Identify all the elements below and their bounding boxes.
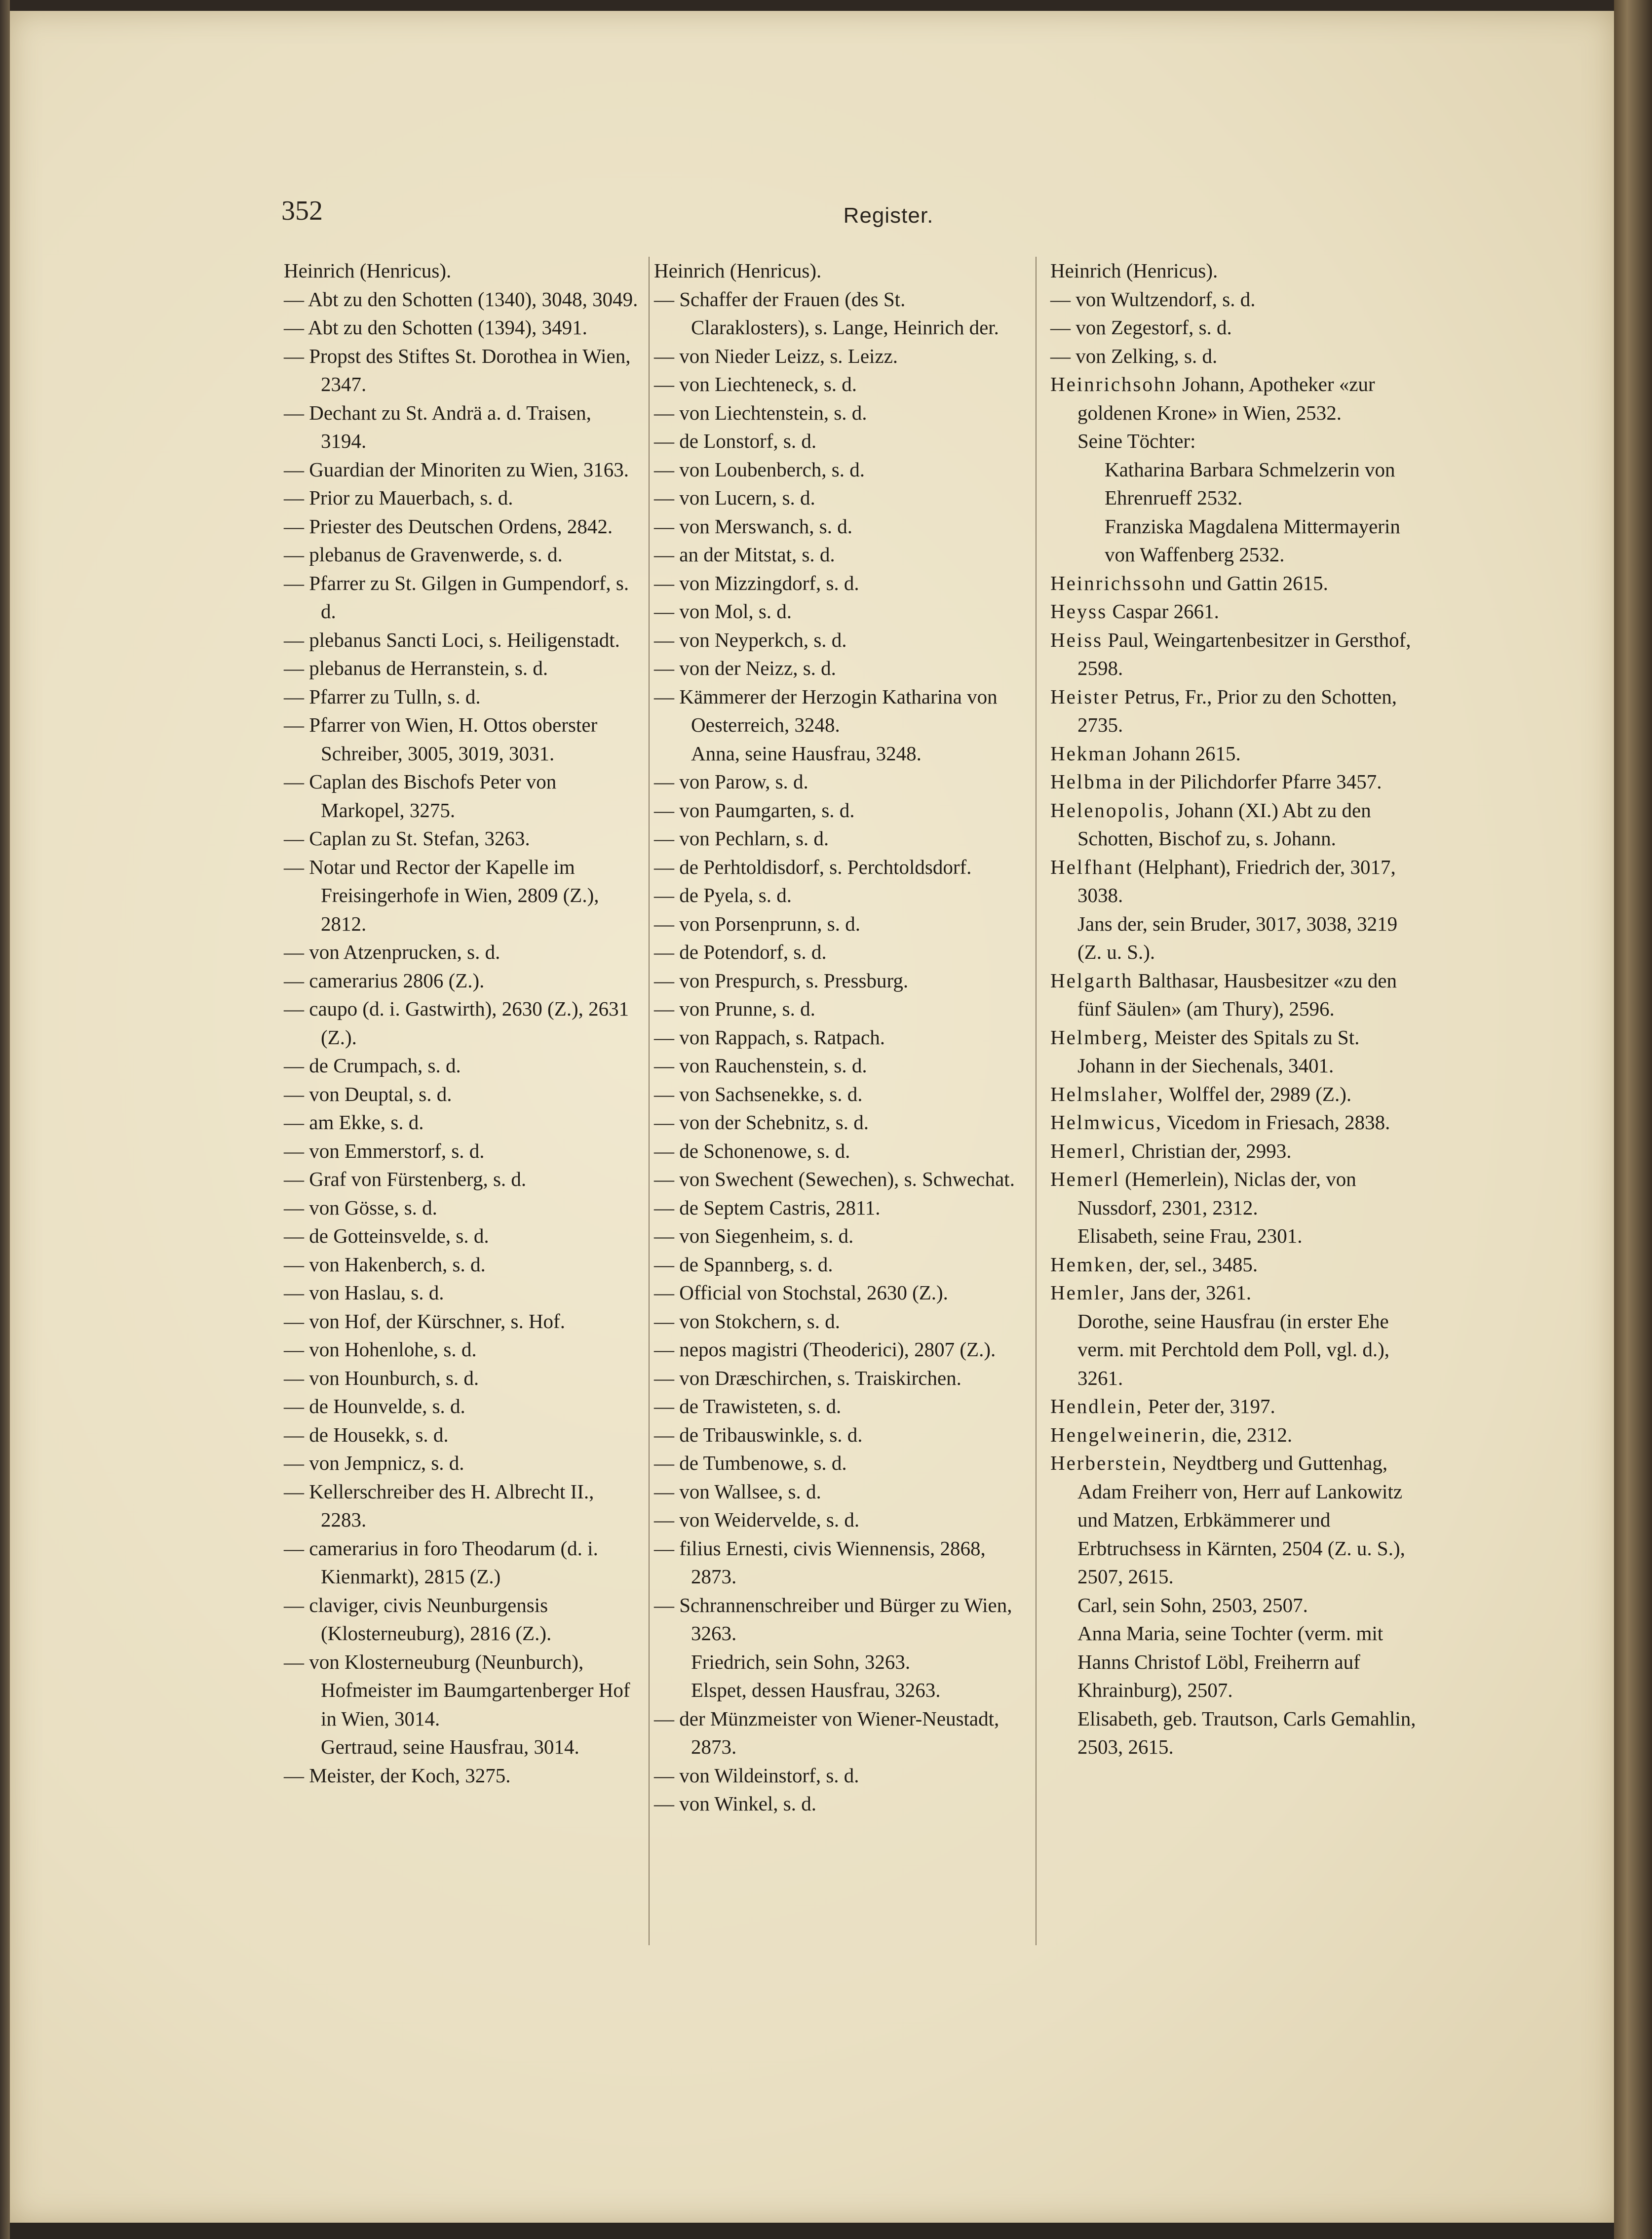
index-entry (1050, 1705, 1417, 1762)
index-entry (1050, 1421, 1417, 1450)
entry-headword: Hemerl, (1050, 1139, 1127, 1162)
entry-text: Christian der, 2993. (1126, 1139, 1292, 1162)
index-entry (1050, 370, 1417, 427)
entry-text: — von Winkel, s. d. (654, 1792, 817, 1815)
index-entry (284, 1421, 642, 1450)
entry-text: — Official von Stochstal, 2630 (Z.). (654, 1281, 948, 1304)
index-entry (284, 1762, 642, 1790)
entry-text: — nepos magistri (Theoderici), 2807 (Z.). (654, 1338, 996, 1361)
entry-text: — Meister, der Koch, 3275. (284, 1764, 511, 1787)
entry-text: — von Mizzingdorf, s. d. (654, 571, 859, 594)
index-entry (284, 1392, 642, 1421)
entry-text: — plebanus de Gravenwerde, s. d. (284, 543, 563, 566)
index-entry (1050, 796, 1417, 853)
entry-text: Franziska Magdalena Mittermayerin von Waffenberg 2532. (1105, 514, 1400, 566)
entry-text: — de Housekk, s. d. (284, 1423, 449, 1446)
index-entry (654, 484, 1025, 512)
entry-text: — von Loubenberch, s. d. (654, 458, 865, 481)
index-entry (654, 1336, 1025, 1364)
index-entry (284, 825, 642, 853)
entry-text: (Hemerlein), Niclas der, von Nussdorf, 2301, 2312. (1077, 1168, 1356, 1219)
index-entry (284, 399, 642, 456)
index-entry (1050, 910, 1417, 967)
entry-text: — Kämmerer der Herzogin Katharina von Oesterreich, 3248. (654, 685, 998, 736)
entry-text: — de Pyela, s. d. (654, 884, 792, 906)
entry-text: — von Neyperkch, s. d. (654, 628, 847, 651)
entry-text: — von Merswanch, s. d. (654, 514, 852, 538)
index-entry (654, 1307, 1025, 1336)
entry-text: Balthasar, Hausbesitzer «zu den fünf Säulen» (am Thury), 2596. (1077, 969, 1397, 1020)
entry-text: Petrus, Fr., Prior zu den Schotten, 2735. (1077, 685, 1397, 736)
index-entry (1050, 967, 1417, 1023)
entry-text: — Kellerschreiber des H. Albrecht II., 2283. (284, 1480, 594, 1531)
entry-text: — Prior zu Mauerbach, s. d. (284, 486, 513, 509)
entry-text: — Guardian der Minoriten zu Wien, 3163. (284, 458, 629, 481)
entry-headword: Hendlein, (1050, 1395, 1143, 1417)
entry-text: — von Liechteneck, s. d. (654, 373, 857, 395)
index-entry (284, 1052, 642, 1080)
entry-text: — von Zegestorf, s. d. (1050, 316, 1232, 339)
entry-text: — von Klosterneuburg (Neunburch), Hofmeister im Baumgartenberger Hof in Wien, 3014. (284, 1650, 630, 1730)
index-entry (1050, 1449, 1417, 1591)
index-entry (654, 1790, 1025, 1818)
entry-text: in der Pilichdorfer Pfarre 3457. (1123, 770, 1382, 793)
entry-text: — von Nieder Leizz, s. Leizz. (654, 344, 898, 367)
entry-text: Elspet, dessen Hausfrau, 3263. (691, 1679, 941, 1701)
entry-text: Peter der, 3197. (1143, 1395, 1275, 1417)
index-entry (654, 881, 1025, 910)
index-entry (1050, 1080, 1417, 1109)
entry-headword: Heinrichssohn (1050, 571, 1187, 594)
entry-text: — Priester des Deutschen Ordens, 2842. (284, 514, 613, 538)
entry-text: — Graf von Fürstenberg, s. d. (284, 1168, 527, 1190)
index-entry (284, 314, 642, 342)
index-entry (1050, 1222, 1417, 1251)
index-entry (1050, 512, 1417, 569)
index-entry (284, 626, 642, 655)
index-entry (284, 1534, 642, 1591)
page-number: 352 (281, 196, 323, 226)
index-entry (284, 257, 642, 285)
index-entry (654, 1108, 1025, 1137)
entry-text: Paul, Weingartenbesitzer in Gersthof, 2598. (1077, 628, 1411, 679)
index-entry (284, 1080, 642, 1109)
index-entry (284, 456, 642, 484)
index-entry (1050, 683, 1417, 740)
entry-text: — camerarius 2806 (Z.). (284, 969, 485, 992)
index-entry (1050, 1137, 1417, 1166)
book-binding (1614, 0, 1652, 2239)
entry-text: Carl, sein Sohn, 2503, 2507. (1077, 1593, 1308, 1616)
index-entry (1050, 569, 1417, 598)
index-entry (654, 1421, 1025, 1450)
index-entry (654, 512, 1025, 541)
index-entry (654, 654, 1025, 683)
index-entry (1050, 314, 1417, 342)
index-entry (654, 569, 1025, 598)
index-entry (284, 938, 642, 967)
entry-text: Seine Töchter: (1077, 430, 1196, 452)
index-entry (654, 342, 1025, 371)
index-entry (654, 1648, 1025, 1677)
entry-text: — camerarius in foro Theodarum (d. i. Kienmarkt), 2815 (Z.) (284, 1536, 598, 1588)
entry-text: — von Parow, s. d. (654, 770, 808, 793)
index-entry (1050, 456, 1417, 512)
entry-text: — von Paumgarten, s. d. (654, 798, 855, 822)
index-entry (1050, 427, 1417, 456)
entry-text: — de Hounvelde, s. d. (284, 1395, 465, 1417)
entry-text: — von Hakenberch, s. d. (284, 1253, 486, 1276)
entry-text: Friedrich, sein Sohn, 3263. (691, 1650, 911, 1673)
entry-text: Jans der, 3261. (1125, 1281, 1252, 1304)
index-entry (654, 1165, 1025, 1194)
index-entry (654, 1080, 1025, 1109)
index-entry (284, 285, 642, 314)
column-rule-2 (1036, 257, 1037, 1945)
entry-text: — von Prunne, s. d. (654, 997, 815, 1020)
index-entry (284, 1478, 642, 1534)
entry-text: — von Wallsee, s. d. (654, 1480, 821, 1503)
index-entry (654, 825, 1025, 853)
index-entry (1050, 285, 1417, 314)
entry-text: Vicedom in Friesach, 2838. (1162, 1111, 1390, 1134)
entry-headword: Hemerl (1050, 1168, 1120, 1190)
index-entry (1050, 1591, 1417, 1620)
entry-text: — von Dræschirchen, s. Traiskirchen. (654, 1366, 961, 1389)
entry-text: — Pfarrer zu St. Gilgen in Gumpendorf, s. d. (284, 571, 629, 623)
entry-headword: Hemken, (1050, 1253, 1135, 1276)
index-entry (284, 1222, 642, 1251)
index-entry (284, 1307, 642, 1336)
entry-text: — Pfarrer zu Tulln, s. d. (284, 685, 481, 708)
entry-text: (Helphant), Friedrich der, 3017, 3038. (1077, 855, 1396, 906)
entry-text: — de Lonstorf, s. d. (654, 430, 817, 452)
index-entry (654, 257, 1025, 285)
index-column-3 (1050, 257, 1417, 1762)
entry-text: — Propst des Stiftes St. Dorothea in Wien, 2347. (284, 344, 631, 395)
index-entry (654, 1052, 1025, 1080)
index-entry (654, 938, 1025, 967)
entry-text: — von Hof, der Kürschner, s. Hof. (284, 1309, 565, 1333)
entry-text: Johann 2615. (1127, 742, 1241, 765)
entry-text: Anna, seine Hausfrau, 3248. (691, 742, 922, 765)
entry-text: Heinrich (Henricus). (654, 259, 822, 282)
entry-text: — von Hohenlohe, s. d. (284, 1338, 477, 1361)
index-entry (654, 626, 1025, 655)
entry-headword: Hekman (1050, 742, 1128, 765)
index-entry (284, 1591, 642, 1648)
index-entry (1050, 597, 1417, 626)
index-entry (654, 541, 1025, 569)
entry-headword: Helmwicus, (1050, 1111, 1162, 1134)
entry-text: — de Tribauswinkle, s. d. (654, 1423, 863, 1446)
entry-text: — von Zelking, s. d. (1050, 344, 1218, 367)
index-entry (284, 1251, 642, 1279)
index-entry (1050, 257, 1417, 285)
entry-text: — von Mol, s. d. (654, 600, 792, 623)
entry-text: — von Sachsenekke, s. d. (654, 1082, 863, 1105)
entry-text: und Gattin 2615. (1186, 571, 1328, 594)
entry-text: — der Münzmeister von Wiener-Neustadt, 2873. (654, 1707, 999, 1758)
entry-text: — filius Ernesti, civis Wiennensis, 2868, 2873. (654, 1536, 986, 1588)
entry-text: Katharina Barbara Schmelzerin von Ehrenrueff 2532. (1105, 458, 1395, 509)
entry-text: — von Wildeinstorf, s. d. (654, 1764, 859, 1787)
entry-text: — Notar und Rector der Kapelle im Freisingerhofe in Wien, 2809 (Z.), 2812. (284, 855, 599, 935)
entry-headword: Helgarth (1050, 969, 1133, 992)
index-entry (654, 1279, 1025, 1307)
entry-headword: Hengelweinerin, (1050, 1423, 1207, 1446)
entry-text: — plebanus Sancti Loci, s. Heiligenstadt. (284, 628, 620, 651)
index-entry (654, 740, 1025, 768)
entry-text: — von der Neizz, s. d. (654, 657, 836, 679)
index-entry (1050, 626, 1417, 683)
entry-headword: Heister (1050, 685, 1119, 708)
entry-text: — von Jempnicz, s. d. (284, 1452, 464, 1474)
index-entry (284, 342, 642, 399)
entry-headword: Helmslaher, (1050, 1082, 1164, 1105)
index-entry (654, 456, 1025, 484)
entry-text: — von Pechlarn, s. d. (654, 827, 829, 850)
index-entry (654, 683, 1025, 740)
index-entry (1050, 1307, 1417, 1393)
index-entry (1050, 1279, 1417, 1307)
index-entry (284, 1108, 642, 1137)
index-entry (654, 995, 1025, 1023)
entry-text: Dorothe, seine Hausfrau (in erster Ehe verm. mit Perchtold dem Poll, vgl. d.), 3261. (1077, 1309, 1390, 1389)
index-entry (654, 1023, 1025, 1052)
index-entry (654, 1762, 1025, 1790)
scan-top-edge (0, 0, 1652, 11)
entry-text: Wolffel der, 2989 (Z.). (1164, 1082, 1352, 1105)
index-entry (284, 484, 642, 512)
entry-headword: Herberstein, (1050, 1452, 1168, 1474)
entry-text: Jans der, sein Bruder, 3017, 3038, 3219 (Z. u. S.). (1077, 912, 1398, 963)
index-column-2 (654, 257, 1025, 1818)
column-rule-1 (649, 257, 650, 1945)
index-entry (654, 1478, 1025, 1506)
index-entry (284, 1336, 642, 1364)
index-entry (284, 1165, 642, 1194)
scan-left-edge (0, 0, 10, 2239)
index-entry (1050, 768, 1417, 796)
index-entry (654, 285, 1025, 342)
index-entry (1050, 1108, 1417, 1137)
entry-text: — de Gotteinsvelde, s. d. (284, 1224, 489, 1247)
entry-text: — Caplan des Bischofs Peter von Markopel, 3275. (284, 770, 557, 822)
entry-text: Johann (XI.) Abt zu den Schotten, Bischof zu, s. Johann. (1077, 798, 1371, 850)
entry-text: Elisabeth, seine Frau, 2301. (1077, 1224, 1303, 1247)
entry-text: — von Liechtenstein, s. d. (654, 401, 867, 424)
entry-text: — von Rappach, s. Ratpach. (654, 1025, 885, 1049)
entry-text: — de Septem Castris, 2811. (654, 1196, 881, 1219)
index-entry (284, 1733, 642, 1762)
entry-text: — von Wultzendorf, s. d. (1050, 287, 1256, 311)
entry-text: — von der Schebnitz, s. d. (654, 1111, 869, 1134)
entry-text: — von Emmerstorf, s. d. (284, 1139, 485, 1162)
index-entry (654, 1222, 1025, 1251)
entry-text: — Caplan zu St. Stefan, 3263. (284, 827, 530, 850)
index-entry (654, 1705, 1025, 1762)
index-entry (1050, 1251, 1417, 1279)
entry-text: Heinrich (Henricus). (1050, 259, 1218, 282)
entry-text: — de Crumpach, s. d. (284, 1054, 461, 1077)
entry-text: Johann, Apotheker «zur goldenen Krone» in Wien, 2532. (1077, 373, 1375, 424)
index-entry (654, 768, 1025, 796)
index-entry (284, 569, 642, 626)
entry-text: Heinrich (Henricus). (284, 259, 452, 282)
index-entry (654, 1534, 1025, 1591)
entry-text: — von Siegenheim, s. d. (654, 1224, 854, 1247)
index-entry (284, 1364, 642, 1393)
entry-text: der, sel., 3485. (1134, 1253, 1258, 1276)
entry-text: Neydtberg und Guttenhag, Adam Freiherr von, Herr auf Lankowitz und Matzen, Erbkämmerer und Erbtruchsess in Kärnten, 2504 (Z. u. S.), 2507, 2615. (1077, 1452, 1405, 1588)
entry-text: — Schaffer der Frauen (des St. Claraklosters), s. Lange, Heinrich der. (654, 287, 999, 339)
entry-text: — plebanus de Herranstein, s. d. (284, 657, 548, 679)
entry-text: — caupo (d. i. Gastwirth), 2630 (Z.), 2631 (Z.). (284, 997, 629, 1049)
entry-text: — Abt zu den Schotten (1340), 3048, 3049. (284, 287, 638, 311)
entry-text: — von Deuptal, s. d. (284, 1082, 452, 1105)
running-head: Register. (843, 203, 934, 228)
entry-text: — Dechant zu St. Andrä a. d. Traisen, 3194. (284, 401, 591, 452)
index-entry (654, 1251, 1025, 1279)
index-entry (654, 796, 1025, 825)
entry-text: — de Potendorf, s. d. (654, 941, 827, 963)
entry-headword: Heyss (1050, 600, 1108, 623)
index-entry (284, 541, 642, 569)
index-entry (284, 768, 642, 825)
index-entry (654, 1194, 1025, 1222)
index-column-1 (284, 257, 642, 1790)
entry-text: die, 2312. (1207, 1423, 1293, 1446)
entry-text: — de Trawisteten, s. d. (654, 1395, 842, 1417)
entry-text: — de Tumbenowe, s. d. (654, 1452, 847, 1474)
index-entry (284, 1279, 642, 1307)
entry-text: — de Perhtoldisdorf, s. Perchtoldsdorf. (654, 855, 972, 878)
index-entry (1050, 1165, 1417, 1222)
index-entry (1050, 1392, 1417, 1421)
entry-text: Meister des Spitals zu St. Johann in der Siechenals, 3401. (1077, 1025, 1360, 1077)
entry-text: — von Porsenprunn, s. d. (654, 912, 860, 935)
index-entry (654, 427, 1025, 456)
index-entry (284, 967, 642, 995)
entry-headword: Heiss (1050, 628, 1103, 651)
entry-text: — claviger, civis Neunburgensis (Klosterneuburg), 2816 (Z.). (284, 1593, 552, 1645)
index-entry (1050, 740, 1417, 768)
entry-text: — von Rauchenstein, s. d. (654, 1054, 867, 1077)
index-entry (284, 711, 642, 768)
entry-text: — an der Mitstat, s. d. (654, 543, 835, 566)
entry-text: — am Ekke, s. d. (284, 1111, 424, 1134)
entry-text: Caspar 2661. (1107, 600, 1219, 623)
index-entry (654, 1137, 1025, 1166)
entry-text: — Pfarrer von Wien, H. Ottos oberster Schreiber, 3005, 3019, 3031. (284, 713, 598, 765)
index-entry (1050, 342, 1417, 371)
entry-text: — de Schonenowe, s. d. (654, 1139, 850, 1162)
index-entry (654, 399, 1025, 428)
entry-headword: Helenopolis, (1050, 798, 1171, 822)
index-entry (1050, 1619, 1417, 1705)
index-entry (284, 853, 642, 939)
index-entry (284, 654, 642, 683)
index-entry (1050, 853, 1417, 910)
index-entry (284, 1449, 642, 1478)
entry-text: — von Swechent (Sewechen), s. Schwechat. (654, 1168, 1015, 1190)
entry-headword: Hemler, (1050, 1281, 1126, 1304)
index-entry (654, 1449, 1025, 1478)
index-entry (654, 1506, 1025, 1534)
index-entry (284, 1194, 642, 1222)
index-entry (654, 1364, 1025, 1393)
entry-text: — von Prespurch, s. Pressburg. (654, 969, 909, 992)
index-entry (654, 967, 1025, 995)
index-entry (284, 995, 642, 1052)
index-entry (1050, 1023, 1417, 1080)
index-entry (654, 1676, 1025, 1705)
index-entry (654, 370, 1025, 399)
entry-headword: Helmberg, (1050, 1025, 1150, 1049)
entry-text: — de Spannberg, s. d. (654, 1253, 833, 1276)
entry-text: Anna Maria, seine Tochter (verm. mit Hanns Christof Löbl, Freiherrn auf Khrainburg), 2507. (1077, 1622, 1383, 1701)
entry-text: — Abt zu den Schotten (1394), 3491. (284, 316, 587, 339)
entry-text: — von Weidervelde, s. d. (654, 1508, 860, 1531)
entry-text: — von Lucern, s. d. (654, 486, 815, 509)
index-entry (284, 1137, 642, 1166)
entry-headword: Helbma (1050, 770, 1123, 793)
entry-text: — von Atzenprucken, s. d. (284, 941, 500, 963)
index-entry (284, 512, 642, 541)
index-entry (654, 910, 1025, 939)
entry-text: — von Stokchern, s. d. (654, 1309, 840, 1333)
index-entry (284, 1648, 642, 1733)
entry-text: — Schrannenschreiber und Bürger zu Wien, 3263. (654, 1593, 1012, 1645)
entry-text: Gertraud, seine Hausfrau, 3014. (321, 1735, 579, 1758)
entry-text: — von Hounburch, s. d. (284, 1366, 479, 1389)
index-entry (654, 1392, 1025, 1421)
entry-headword: Helfhant (1050, 855, 1133, 878)
index-entry (654, 597, 1025, 626)
index-entry (284, 683, 642, 711)
entry-text: Elisabeth, geb. Trautson, Carls Gemahlin, 2503, 2615. (1077, 1707, 1416, 1758)
index-entry (654, 853, 1025, 882)
entry-text: — von Gösse, s. d. (284, 1196, 437, 1219)
entry-text: — von Haslau, s. d. (284, 1281, 444, 1304)
index-entry (654, 1591, 1025, 1648)
entry-headword: Heinrichsohn (1050, 373, 1177, 395)
